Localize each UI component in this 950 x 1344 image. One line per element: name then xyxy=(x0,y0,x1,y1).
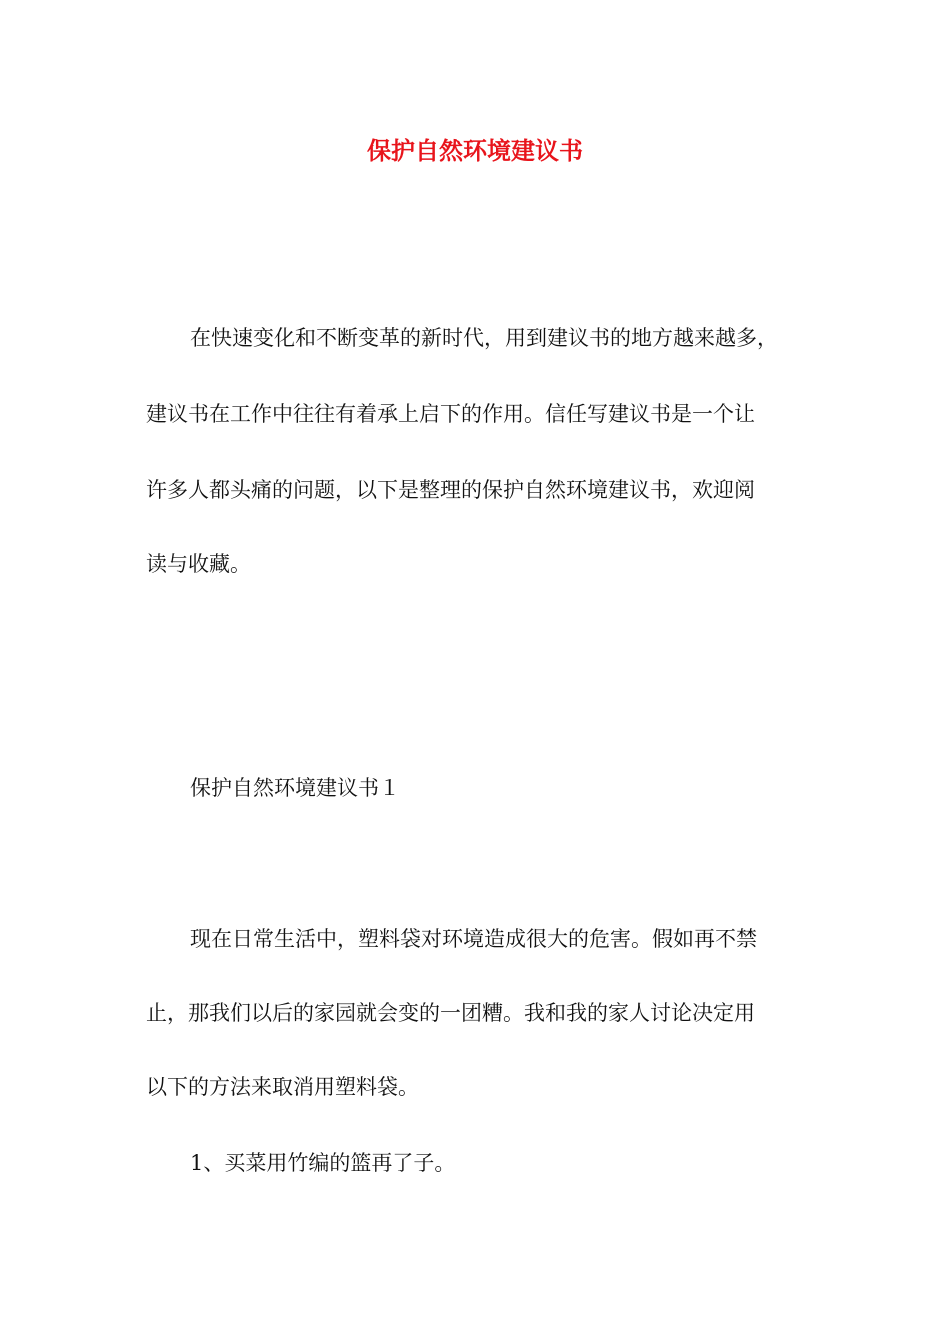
intro-line-3: 许多人都头痛的问题，以下是整理的保护自然环境建议书，欢迎阅 xyxy=(146,478,755,502)
section-heading: 保护自然环境建议书１ xyxy=(190,776,400,800)
body-line-3: 以下的方法来取消用塑料袋。 xyxy=(146,1075,419,1099)
intro-line-1: 在快速变化和不断变革的新时代，用到建议书的地方越来越多， xyxy=(190,326,778,350)
body-line-1: 现在日常生活中，塑料袋对环境造成很大的危害。假如再不禁 xyxy=(190,927,757,951)
document-title: 保护自然环境建议书 xyxy=(367,136,583,165)
body-line-2: 止，那我们以后的家园就会变的一团糟。我和我的家人讨论决定用 xyxy=(146,1001,755,1025)
intro-line-2: 建议书在工作中往往有着承上启下的作用。信任写建议书是一个让 xyxy=(146,402,755,426)
intro-line-4: 读与收藏。 xyxy=(146,552,251,576)
list-item-1: 1、买菜用竹编的篮再了子。 xyxy=(190,1151,456,1175)
